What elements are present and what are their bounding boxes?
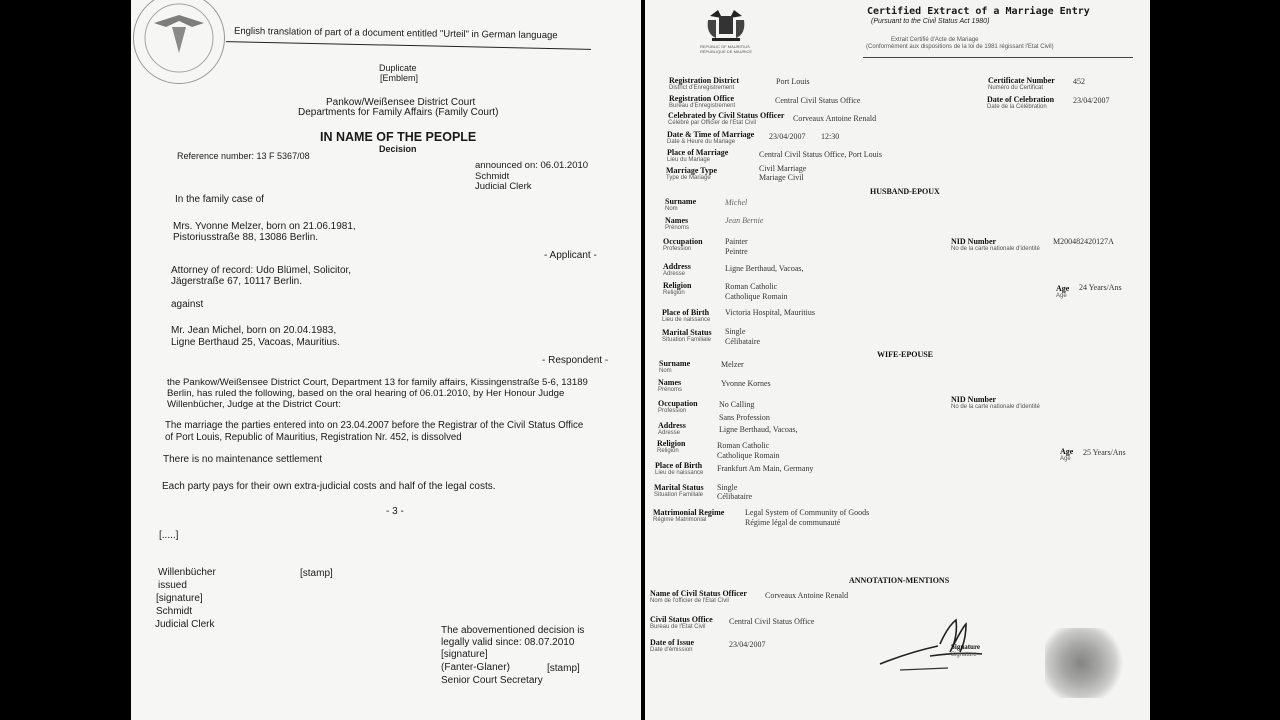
cert-number-label: Certificate Number <box>988 76 1055 85</box>
husband-age-value: 24 Years/Ans <box>1079 283 1122 292</box>
marriage-type-value-fr: Mariage Civil <box>759 173 804 182</box>
wife-religion-label: Religion <box>657 439 686 448</box>
issue-date-value: 23/04/2007 <box>729 640 766 649</box>
decision-label: Decision <box>379 144 417 154</box>
celebrated-by-label: Celebrated by Civil Status Officer <box>668 111 785 120</box>
husband-address-label-fr: Adresse <box>663 271 686 277</box>
issued-label: issued <box>158 580 187 591</box>
signature-label-fr: Signature <box>951 652 977 658</box>
marriage-certificate-page <box>645 0 1150 720</box>
emblem-stamp <box>133 0 225 84</box>
dissolve-line1: The marriage the parties entered into on 23.04.2007 before the Registrar of the Civil Status Office <box>165 420 584 431</box>
applicant-line1: Mrs. Yvonne Melzer, born on 21.06.1981, <box>173 221 356 232</box>
reg-district-label-fr: District d'Enregistrement <box>669 85 735 91</box>
respondent-role: - Respondent - <box>542 355 609 366</box>
issue-date-label: Date of Issue <box>650 638 694 647</box>
ruling-line3: Willenbücher, Judge at the District Court: <box>167 399 341 410</box>
eagle-emblem-icon <box>134 0 224 83</box>
cert-number-label-fr: Numéro du Certificat <box>988 85 1044 91</box>
issue-date-label-fr: Date d'émission <box>650 647 693 653</box>
husband-nid-label-fr: No de la carte nationale d'identité <box>951 246 1040 252</box>
husband-religion-value: Roman Catholic <box>725 282 778 291</box>
applicant-role: - Applicant - <box>544 250 597 261</box>
husband-marital-value-fr: Célibataire <box>725 337 761 346</box>
reg-office-label-fr: Bureau d'Enregistrement <box>669 103 736 109</box>
wife-birthplace-value: Frankfurt Am Main, Germany <box>717 464 814 473</box>
celebration-date-label: Date of Celebration <box>987 95 1055 104</box>
celebration-date-value: 23/04/2007 <box>1073 96 1110 105</box>
against-label: against <box>171 299 204 310</box>
wife-age-value: 25 Years/Ans <box>1083 448 1126 457</box>
husband-nid-value: M200482420127A <box>1053 237 1114 246</box>
wife-marital-label-fr: Situation Familiale <box>654 492 704 498</box>
husband-religion-label-fr: Religion <box>663 290 685 296</box>
signature-placeholder-2: [signature] <box>441 649 488 660</box>
husband-names-label-fr: Prénoms <box>665 225 690 231</box>
wife-birthplace-label: Place of Birth <box>655 461 703 470</box>
wife-address-value: Ligne Berthaud, Vacoas, <box>719 425 798 434</box>
secretary-title: Senior Court Secretary <box>441 675 543 686</box>
reg-district-label: Registration District <box>669 76 739 85</box>
wife-surname-label-fr: Nom <box>659 368 672 374</box>
certificate-subtitle-fr: (Conformément aux dispositions de la loi de 1981 régissant l'Etat Civil) <box>866 44 1054 50</box>
husband-surname-label-fr: Nom <box>665 206 678 212</box>
ruling-line2: Berlin, has ruled the following, based on the oral hearing of 06.01.2010, by Her Honour Judge <box>167 388 565 399</box>
page-number: - 3 - <box>386 506 404 517</box>
clerk-signer-title: Judicial Clerk <box>155 619 215 630</box>
clerk-title: Judicial Clerk <box>475 181 532 192</box>
coat-of-arms <box>700 8 752 54</box>
reg-district-value: Port Louis <box>776 77 810 86</box>
clerk-name: Schmidt <box>475 171 510 182</box>
marriage-date-value: 23/04/2007 <box>769 132 806 141</box>
dissolve-line2: of Port Louis, Republic of Mauritius, Registration Nr. 452, is dissolved <box>165 432 462 443</box>
husband-names-label: Names <box>665 216 689 225</box>
ruling-line1: the Pankow/Weißensee District Court, Department 13 for family affairs, Kissingenstraße 5-6, 13189 <box>167 377 588 388</box>
wife-religion-label-fr: Religion <box>657 448 679 454</box>
family-case-intro: In the family case of <box>175 194 264 205</box>
wife-marital-label: Marital Status <box>654 483 704 492</box>
crest-caption-fr: RÉPUBLIQUE DE MAURICE <box>700 49 753 54</box>
court-department: Departments for Family Affairs (Family Court) <box>298 107 499 118</box>
husband-religion-value-fr: Catholique Romain <box>725 292 788 301</box>
respondent-line2: Ligne Berthaud 25, Vacoas, Mauritius. <box>171 337 340 348</box>
wife-occupation-label: Occupation <box>658 399 698 408</box>
stamp-placeholder-1: [stamp] <box>300 568 333 579</box>
wife-age-label: Age <box>1060 447 1074 456</box>
wife-age-label-fr: Age <box>1060 456 1071 462</box>
marriage-type-label-fr: Type de Mariage <box>666 175 711 181</box>
wife-address-label-fr: Adresse <box>658 430 681 436</box>
husband-occupation-value-fr: Peintre <box>725 247 748 256</box>
office-value: Central Civil Status Office <box>729 617 815 626</box>
certificate-subtitle: (Pursuant to the Civil Status Act 1980) <box>871 18 990 25</box>
husband-marital-label-fr: Situation Familiale <box>662 337 712 343</box>
marriage-datetime-label: Date & Time of Marriage <box>667 130 755 139</box>
marriage-place-label-fr: Lieu du Mariage <box>667 157 711 163</box>
officer-label-fr: Nom de l'officier de l'Etat Civil <box>650 598 729 604</box>
marriage-datetime-label-fr: Date & Heure du Mariage <box>667 139 736 145</box>
wife-nid-label: NID Number <box>951 395 997 404</box>
marriage-place-value: Central Civil Status Office, Port Louis <box>759 150 882 159</box>
husband-heading: HUSBAND-EPOUX <box>870 187 940 196</box>
maintenance-line: There is no maintenance settlement <box>163 454 322 465</box>
husband-marital-value: Single <box>725 327 746 336</box>
husband-age-label-fr: Age <box>1056 293 1067 299</box>
wife-surname-value: Melzer <box>721 360 744 369</box>
stamp-placeholder-2: [stamp] <box>547 663 580 674</box>
clerk-signer-name: Schmidt <box>156 606 193 617</box>
wife-names-label: Names <box>658 378 682 387</box>
respondent-line1: Mr. Jean Michel, born on 20.04.1983, <box>171 325 337 336</box>
court-name: Pankow/Weißensee District Court <box>326 97 476 108</box>
office-label-fr: Bureau de l'Etat Civil <box>650 624 706 630</box>
title-rule <box>863 57 1133 58</box>
wife-marital-value: Single <box>717 483 738 492</box>
marriage-time-value: 12:30 <box>821 132 840 141</box>
husband-occupation-value: Painter <box>725 237 748 246</box>
wife-religion-value-fr: Catholique Romain <box>717 451 780 460</box>
marriage-type-label: Marriage Type <box>666 166 718 175</box>
wife-names-label-fr: Prénoms <box>658 387 683 393</box>
applicant-line2: Pistoriusstraße 88, 13086 Berlin. <box>173 232 319 243</box>
wife-heading: WIFE-EPOUSE <box>877 350 934 359</box>
celebrated-by-value: Corveaux Antoine Renald <box>793 114 877 123</box>
signature-placeholder-1: [signature] <box>156 593 203 604</box>
annotation-heading: ANNOTATION-MENTIONS <box>849 576 950 585</box>
signature-label: Signature <box>951 643 981 651</box>
wife-occupation-value: No Calling <box>719 400 755 409</box>
wife-marital-value-fr: Célibataire <box>717 492 753 501</box>
valid-line2: legally valid since: 08.07.2010 <box>441 637 575 648</box>
husband-birthplace-label: Place of Birth <box>662 308 710 317</box>
wife-religion-value: Roman Catholic <box>717 441 770 450</box>
announced-date: announced on: 06.01.2010 <box>475 160 589 171</box>
wife-occupation-label-fr: Profession <box>658 408 687 414</box>
wife-birthplace-label-fr: Lieu de naissance <box>655 470 704 476</box>
husband-surname-value: Michel <box>725 198 748 207</box>
husband-marital-label: Marital Status <box>662 328 712 337</box>
valid-line1: The abovementioned decision is <box>441 625 585 636</box>
regime-value: Legal System of Community of Goods <box>745 508 870 517</box>
cert-number-value: 452 <box>1073 77 1085 86</box>
regime-value-fr: Régime légal de communauté <box>745 518 841 527</box>
officer-value: Corveaux Antoine Renald <box>765 591 849 600</box>
wife-names-value: Yvonne Kornes <box>721 379 771 388</box>
header-rule <box>226 41 591 50</box>
official-seal-stamp <box>1045 628 1125 698</box>
judge-name: Willenbücher <box>158 567 216 578</box>
attorney-line1: Attorney of record: Udo Blümel, Solicitor, <box>171 265 352 276</box>
regime-label: Matrimonial Regime <box>653 508 725 517</box>
husband-birthplace-value: Victoria Hospital, Mauritius <box>725 308 815 317</box>
husband-address-label: Address <box>663 262 691 271</box>
husband-occupation-label: Occupation <box>663 237 703 246</box>
wife-nid-label-fr: No de la carte nationale d'identité <box>951 404 1040 410</box>
husband-birthplace-label-fr: Lieu de naissance <box>662 317 711 323</box>
translation-header: English translation of part of a document entitled "Urteil" in German language <box>233 25 558 42</box>
celebrated-by-label-fr: Célébré par Officier de l'Etat Civil <box>668 120 757 126</box>
costs-line: Each party pays for their own extra-judicial costs and half of the legal costs. <box>162 481 496 492</box>
office-label: Civil Status Office <box>650 615 713 624</box>
crest-caption-en: REPUBLIC OF MAURITIUS <box>700 44 750 49</box>
regime-label-fr: Régime Matrimonial <box>653 517 707 523</box>
secretary-name: (Fanter-Glaner) <box>441 662 510 673</box>
translation-page <box>131 0 641 720</box>
reg-office-value: Central Civil Status Office <box>775 96 861 105</box>
celebration-date-label-fr: Date de la Célébration <box>987 104 1047 110</box>
certificate-title: Certified Extract of a Marriage Entry <box>867 6 1090 17</box>
husband-nid-label: NID Number <box>951 237 997 246</box>
ellipsis-marker: [.....] <box>159 530 179 541</box>
marriage-type-value: Civil Marriage <box>759 164 807 173</box>
husband-address-value: Ligne Berthaud, Vacoas, <box>725 264 804 273</box>
reference-number: Reference number: 13 F 5367/08 <box>177 151 310 161</box>
wife-address-label: Address <box>658 421 686 430</box>
emblem-label: [Emblem] <box>380 73 419 83</box>
certificate-title-fr: Extrait Certifié d'Acte de Mariage <box>891 37 979 43</box>
duplicate-label: Duplicate <box>379 63 417 73</box>
reg-office-label: Registration Office <box>669 94 735 103</box>
husband-age-label: Age <box>1056 284 1070 293</box>
marriage-place-label: Place of Marriage <box>667 148 729 157</box>
wife-occupation-value-fr: Sans Profession <box>719 413 770 422</box>
husband-religion-label: Religion <box>663 281 692 290</box>
wife-surname-label: Surname <box>659 359 691 368</box>
officer-label: Name of Civil Status Officer <box>650 589 747 598</box>
husband-surname-label: Surname <box>665 197 697 206</box>
attorney-line2: Jägerstraße 67, 10117 Berlin. <box>171 276 303 287</box>
coat-of-arms-icon <box>700 8 752 44</box>
husband-occupation-label-fr: Profession <box>663 246 692 252</box>
document-title: IN NAME OF THE PEOPLE <box>320 130 477 144</box>
husband-names-value: Jean Bernie <box>725 216 764 225</box>
